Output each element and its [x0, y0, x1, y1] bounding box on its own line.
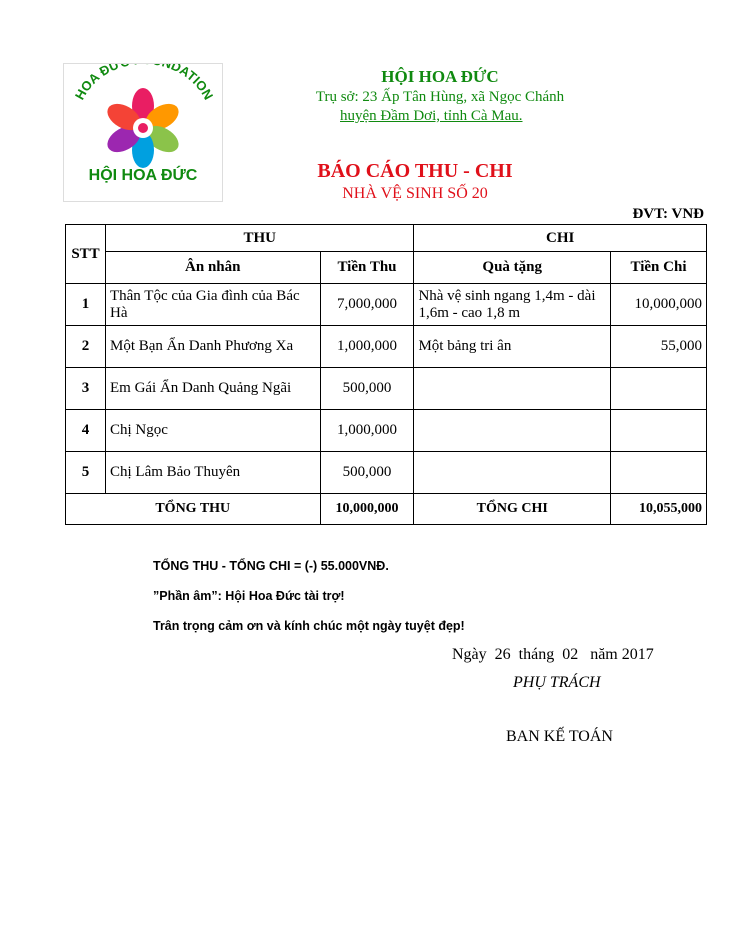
row-donor: Em Gái Ẩn Danh Quảng Ngãi [105, 368, 320, 410]
row-gift [414, 368, 611, 410]
table-row [66, 368, 707, 410]
signature-signer: BAN KẾ TOÁN [506, 728, 613, 745]
row-gift: Một bảng tri ân [414, 326, 611, 368]
header-thu: THU [105, 225, 413, 252]
row-gift [414, 452, 611, 494]
table-row [66, 410, 707, 452]
row-donor: Thân Tộc của Gia đình của Bác Hà [105, 284, 320, 326]
table-row [66, 326, 707, 368]
total-income-label: TỔNG THU [66, 494, 321, 525]
row-donor: Chị Ngọc [105, 410, 320, 452]
row-expense: 10,000,000 [611, 284, 707, 326]
foundation-logo [63, 63, 223, 202]
plaque-note: ”Phần âm”: Hội Hoa Đức tài trợ! [153, 589, 345, 603]
row-expense [611, 410, 707, 452]
row-stt: 2 [66, 326, 106, 368]
header-income: Tiền Thu [320, 252, 414, 284]
report-title: BÁO CÁO THU - CHI [317, 160, 513, 182]
table-total-row [66, 494, 707, 525]
row-donor: Một Bạn Ẩn Danh Phương Xa [105, 326, 320, 368]
row-gift: Nhà vệ sinh ngang 1,4m - dài 1,6m - cao 1,8 m [414, 284, 611, 326]
signature-role: PHỤ TRÁCH [513, 674, 601, 691]
row-income: 7,000,000 [320, 284, 414, 326]
header-donor: Ân nhân [105, 252, 320, 284]
row-gift [414, 410, 611, 452]
table-row [66, 284, 707, 326]
row-income: 1,000,000 [320, 326, 414, 368]
row-expense [611, 452, 707, 494]
row-stt: 3 [66, 368, 106, 410]
header-gift: Quà tặng [414, 252, 611, 284]
org-name: HỘI HOA ĐỨC [381, 67, 499, 86]
row-expense: 55,000 [611, 326, 707, 368]
row-stt: 1 [66, 284, 106, 326]
row-stt: 4 [66, 410, 106, 452]
lotus-flower-icon [64, 64, 222, 201]
total-expense-label: TỔNG CHI [414, 494, 611, 525]
header-chi: CHI [414, 225, 707, 252]
total-income-value: 10,000,000 [320, 494, 414, 525]
table-column-header [66, 252, 707, 284]
logo-bottom-text: HỘI HOA ĐỨC [88, 167, 198, 184]
total-expense-value: 10,055,000 [611, 494, 707, 525]
table-row [66, 452, 707, 494]
row-income: 500,000 [320, 452, 414, 494]
org-address-line1: Trụ sở: 23 Ấp Tân Hùng, xã Ngọc Chánh [315, 89, 565, 105]
income-expense-table [65, 224, 707, 525]
table-group-header [66, 225, 707, 252]
header-stt: STT [66, 225, 106, 284]
thanks-note: Trân trọng cảm ơn và kính chúc một ngày tuyệt đẹp! [153, 619, 465, 633]
row-stt: 5 [66, 452, 106, 494]
row-donor: Chị Lâm Bảo Thuyên [105, 452, 320, 494]
row-expense [611, 368, 707, 410]
balance-note: TỔNG THU - TỔNG CHI = (-) 55.000VNĐ. [153, 559, 389, 573]
report-date: Ngày 26 tháng 02 năm 2017 [452, 646, 654, 663]
row-income: 1,000,000 [320, 410, 414, 452]
logo-arc-text: HOA ĐỨ DATION [71, 64, 217, 103]
org-address-line2: huyện Đầm Dơi, tỉnh Cà Mau. [340, 108, 523, 124]
row-income: 500,000 [320, 368, 414, 410]
currency-unit: ĐVT: VNĐ [632, 206, 704, 222]
report-subtitle: NHÀ VỆ SINH SỐ 20 [342, 185, 488, 202]
header-expense: Tiền Chi [611, 252, 707, 284]
